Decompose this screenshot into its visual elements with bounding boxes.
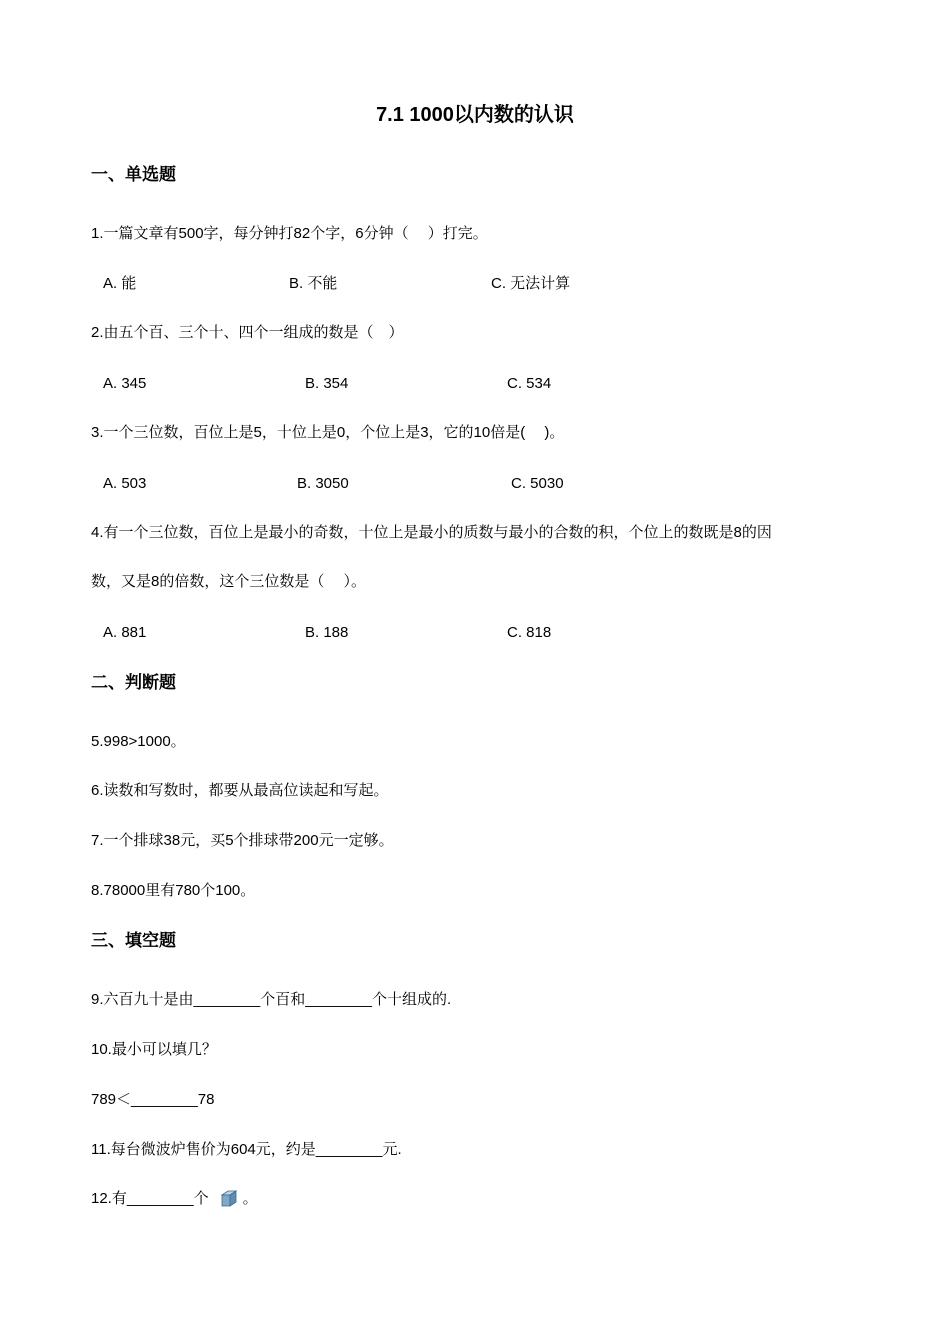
q3-option-a: A. 503 [103,475,147,492]
q4-option-c: C. 818 [507,624,552,641]
q4-option-b: B. 188 [305,624,349,641]
q4-option-a: A. 881 [103,624,147,641]
question-9: 9.六百九十是由________个百和________个十组成的. [91,991,452,1008]
page-title: 7.1 1000以内数的认识 [376,104,574,126]
section-fill-blank: 三、填空题 [91,931,176,950]
q2-option-c: C. 534 [507,375,552,392]
question-8: 8.78000里有780个100。 [91,882,256,899]
question-7: 7.一个排球38元，买5个排球带200元一定够。 [91,832,394,849]
question-1: 1.一篇文章有500字，每分钟打82个字，6分钟（ ）打完。 [91,225,488,242]
q1-option-a: A. 能 [103,275,137,292]
question-4-line-2: 数，又是8的倍数，这个三位数是（ ）。 [91,573,367,590]
question-3: 3.一个三位数，百位上是5，十位上是0，个位上是3，它的10倍是( )。 [91,424,565,441]
q1-option-c: C. 无法计算 [491,275,571,292]
question-12-text: 12.有________个 [91,1190,209,1207]
question-6: 6.读数和写数时，都要从最高位读起和写起。 [91,782,389,799]
question-10: 10.最小可以填几？ [91,1041,217,1058]
question-12-end: 。 [242,1190,258,1207]
cube-icon [219,1190,239,1208]
question-5: 5.998>1000。 [91,733,186,750]
question-10-expression: 789＜________78 [91,1091,215,1108]
q3-option-c: C. 5030 [511,475,564,492]
question-2: 2.由五个百、三个十、四个一组成的数是（ ） [91,324,404,341]
question-11: 11.每台微波炉售价为604元，约是________元. [91,1141,402,1158]
q2-option-b: B. 354 [305,375,349,392]
question-4-line-1: 4.有一个三位数，百位上是最小的奇数，十位上是最小的质数与最小的合数的积，个位上的数既是8的因 [91,524,772,541]
question-12 [91,1188,258,1210]
section-true-false: 二、判断题 [91,673,176,692]
section-single-choice: 一、单选题 [91,165,176,184]
q1-option-b: B. 不能 [289,275,338,292]
q2-option-a: A. 345 [103,375,147,392]
q3-option-b: B. 3050 [297,475,349,492]
